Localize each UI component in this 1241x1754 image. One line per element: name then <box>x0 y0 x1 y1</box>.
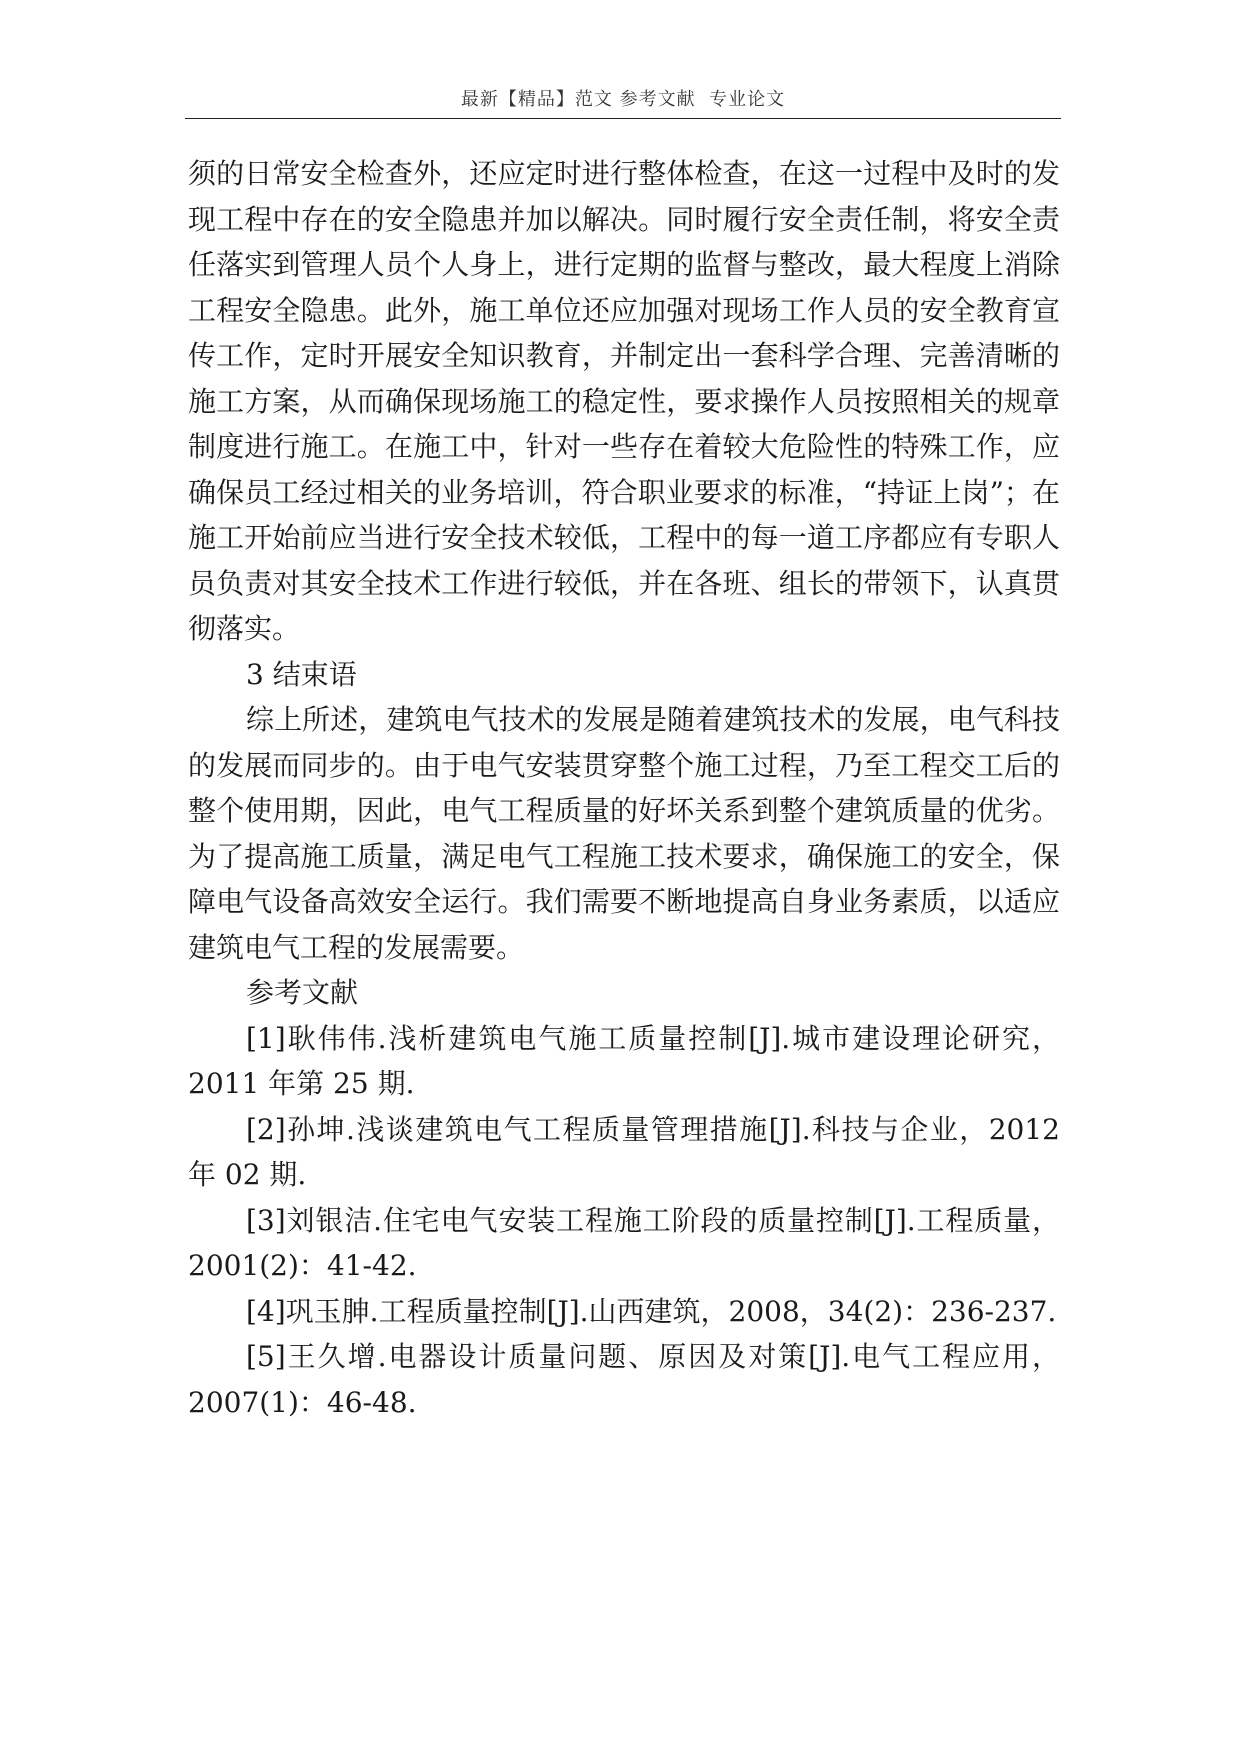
reference-item-2: [2]孙坤.浅谈建筑电气工程质量管理措施[J].科技与企业，2012 年 02 期. <box>188 1112 1060 1191</box>
reference-item-5: [5]王久增.电器设计质量问题、原因及对策[J].电气工程应用，2007(1)：46-48. <box>188 1340 1060 1419</box>
reference-item-4: [4]巩玉胂.工程质量控制[J].山西建筑，2008，34(2)：236-237. <box>246 1294 1057 1328</box>
conclusion-paragraph: 综上所述，建筑电气技术的发展是随着建筑技术的发展，电气科技的发展而同步的。由于电气安装贯穿整个施工过程，乃至工程交工后的整个使用期，因此，电气工程质量的好坏关系到整个建筑质量的优劣。为了提高施工质量，满足电气工程施工技术要求，确保施工的安全，保障电气设备高效安全运行。我们需要不断地提高自身业务素质，以适应建筑电气工程的发展需要。 <box>188 703 1060 964</box>
references-title: 参考文献 <box>246 976 359 1009</box>
page-header <box>185 88 1061 119</box>
document-body <box>188 151 1060 1425</box>
body-paragraph-continued: 须的日常安全检查外，还应定时进行整体检查，在这一过程中及时的发现工程中存在的安全隐患并加以解决。同时履行安全责任制，将安全责任落实到管理人员个人身上，进行定期的监督与整改，最大程度上消除工程安全隐患。此外，施工单位还应加强对现场工作人员的安全教育宣传工作，定时开展安全知识教育，并制定出一套科学合理、完善清晰的施工方案，从而确保现场施工的稳定性，要求操作人员按照相关的规章制度进行施工。在施工中，针对一些存在着较大危险性的特殊工作，应确保员工经过相关的业务培训，符合职业要求的标准，“持证上岗”；在施工开始前应当进行安全技术较低，工程中的每一道工序都应有专职人员负责对其安全技术工作进行较低，并在各班、组长的带领下，认真贯彻落实。 <box>188 157 1060 645</box>
reference-item-1: [1]耿伟伟.浅析建筑电气施工质量控制[J].城市建设理论研究，2011 年第 25 期. <box>188 1021 1060 1100</box>
section-heading: 3 结束语 <box>246 657 357 691</box>
header-text: 最新【精品】范文 参考文献 专业论文 <box>460 89 786 110</box>
reference-item-3: [3]刘银洁.住宅电气安装工程施工阶段的质量控制[J].工程质量，2001(2)：41-42. <box>188 1203 1060 1282</box>
